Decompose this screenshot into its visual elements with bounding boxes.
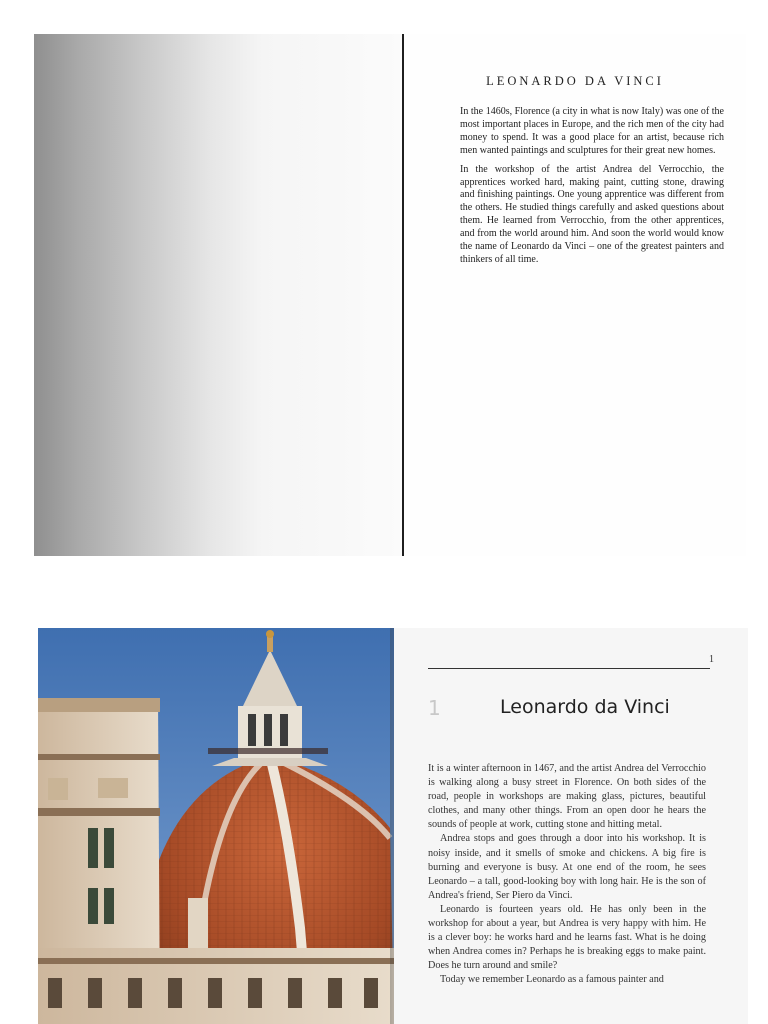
intro-text	[460, 106, 724, 273]
chapter-title: Leonardo da Vinci	[500, 696, 670, 718]
chapter-number: 1	[428, 696, 441, 720]
chapter-paragraph: Today we remember Leonardo as a famous painter and	[440, 974, 664, 986]
cathedral-dome-illustration	[38, 628, 394, 1024]
chapter-paragraph: Andrea stops and goes through a door into his workshop. It is noisy inside, and it smells of smoke and chickens. A big fire is burning and everyone is busy. At one end of the room, he sees Leonardo – a tall, good-looking boy with long hair. He is the son of Andrea's friend, Ser Piero da Vinci.	[428, 833, 706, 901]
intro-paragraph: In the workshop of the artist Andrea del Verrocchio, the apprentices worked hard, making paint, cutting stone, drawing and finishing paintings. One young apprentice was different from the others. He studied things carefully and asked questions about them. He learned from Verrocchio, from the other apprentices, and from the world around him. And soon the world would know the name of Leonardo da Vinci – one of the greatest painters and thinkers of all time.	[460, 163, 724, 265]
chapter-paragraph: It is a winter afternoon in 1467, and the artist Andrea del Verrocchio is walking along a busy street in Florence. On both sides of the road, people in workshops are making glass, pictures, beautiful clothes, and many other things. From an open door he hears the sounds of people at work, cutting stone and hitting metal.	[428, 763, 706, 831]
running-title: LEONARDO DA VINCI	[486, 74, 664, 88]
florence-cathedral-photo	[38, 628, 394, 1024]
chapter-text	[428, 762, 706, 988]
blank-left-page	[34, 34, 402, 556]
intro-paragraph: In the 1460s, Florence (a city in what is now Italy) was one of the most important places in Europe, and the rich men of the city had money to spend. It was a good place for an artist, because rich men wanted paintings and sculptures for their great new homes.	[460, 106, 724, 156]
chapter-page	[394, 628, 748, 1024]
page-number: 1	[709, 654, 714, 665]
top-spread	[34, 34, 746, 556]
chapter-paragraph: Leonardo is fourteen years old. He has only been in the workshop for about a year, but Andrea is very happy with him. He is a clever boy: he works hard and he learns fast. What is he doing when Andrea comes in? Perhaps he is breaking eggs to make paint. Does he turn around and smile?	[428, 903, 706, 972]
header-rule	[428, 668, 710, 669]
intro-page	[404, 34, 746, 556]
bottom-spread	[38, 628, 748, 1024]
